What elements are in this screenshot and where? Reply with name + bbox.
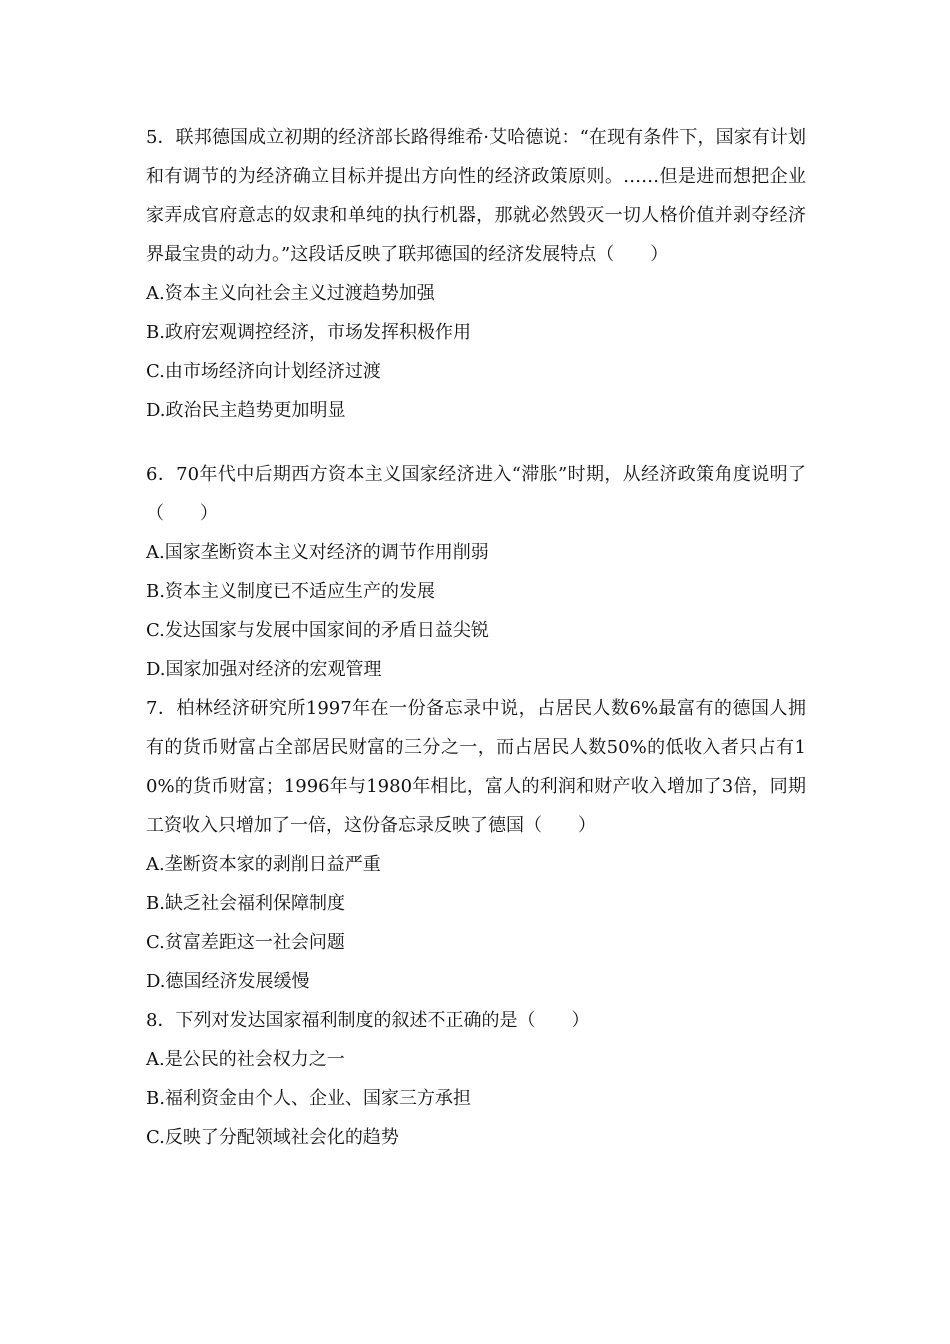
option-d: D.国家加强对经济的宏观管理 — [146, 659, 382, 680]
question-stem: 8．下列对发达国家福利制度的叙述不正确的是（ ） — [146, 1010, 590, 1031]
question-stem: 5．联邦德国成立初期的经济部长路得维希·艾哈德说：“在现有条件下，国家有计划和有调节的为经济确立目标并提出方向性的经济政策原则。……但是进而想把企业家弄成官府意志的奴隶和单纯的执行机器，那就必然毁灭一切人格价值并剥夺经济界最宝贵的动力。”这段话反映了联邦德国的经济发展特点（ ） — [146, 127, 806, 265]
question-6 — [146, 455, 806, 689]
question-8 — [146, 1001, 806, 1157]
option-b: B.福利资金由个人、企业、国家三方承担 — [146, 1088, 471, 1109]
question-stem: 7．柏林经济研究所1997年在一份备忘录中说，占居民人数6%最富有的德国人拥有的货币财富占全部居民财富的三分之一，而占居民人数50%的低收入者只占有10%的货币财富；1996年与1980年相比，富人的利润和财产收入增加了3倍，同期工资收入只增加了一倍，这份备忘录反映了德国（ ） — [146, 698, 806, 836]
option-b: B.资本主义制度已不适应生产的发展 — [146, 581, 435, 602]
question-spacer — [146, 430, 806, 455]
option-c: C.贫富差距这一社会问题 — [146, 932, 345, 953]
option-c: C.发达国家与发展中国家间的矛盾日益尖锐 — [146, 620, 489, 641]
question-stem: 6．70年代中后期西方资本主义国家经济进入“滞胀”时期，从经济政策角度说明了（ ） — [146, 464, 806, 524]
option-a: A.垄断资本家的剥削日益严重 — [146, 854, 381, 875]
question-7 — [146, 689, 806, 1001]
option-d: D.德国经济发展缓慢 — [146, 971, 310, 992]
option-b: B.政府宏观调控经济，市场发挥积极作用 — [146, 322, 471, 343]
question-5 — [146, 118, 806, 430]
option-a: A.国家垄断资本主义对经济的调节作用削弱 — [146, 542, 489, 563]
option-c: C.由市场经济向计划经济过渡 — [146, 361, 381, 382]
document-page — [146, 118, 806, 1157]
option-a: A.资本主义向社会主义过渡趋势加强 — [146, 283, 435, 304]
option-a: A.是公民的社会权力之一 — [146, 1049, 345, 1070]
option-d: D.政治民主趋势更加明显 — [146, 400, 346, 421]
option-b: B.缺乏社会福利保障制度 — [146, 893, 345, 914]
option-c: C.反映了分配领域社会化的趋势 — [146, 1127, 399, 1148]
